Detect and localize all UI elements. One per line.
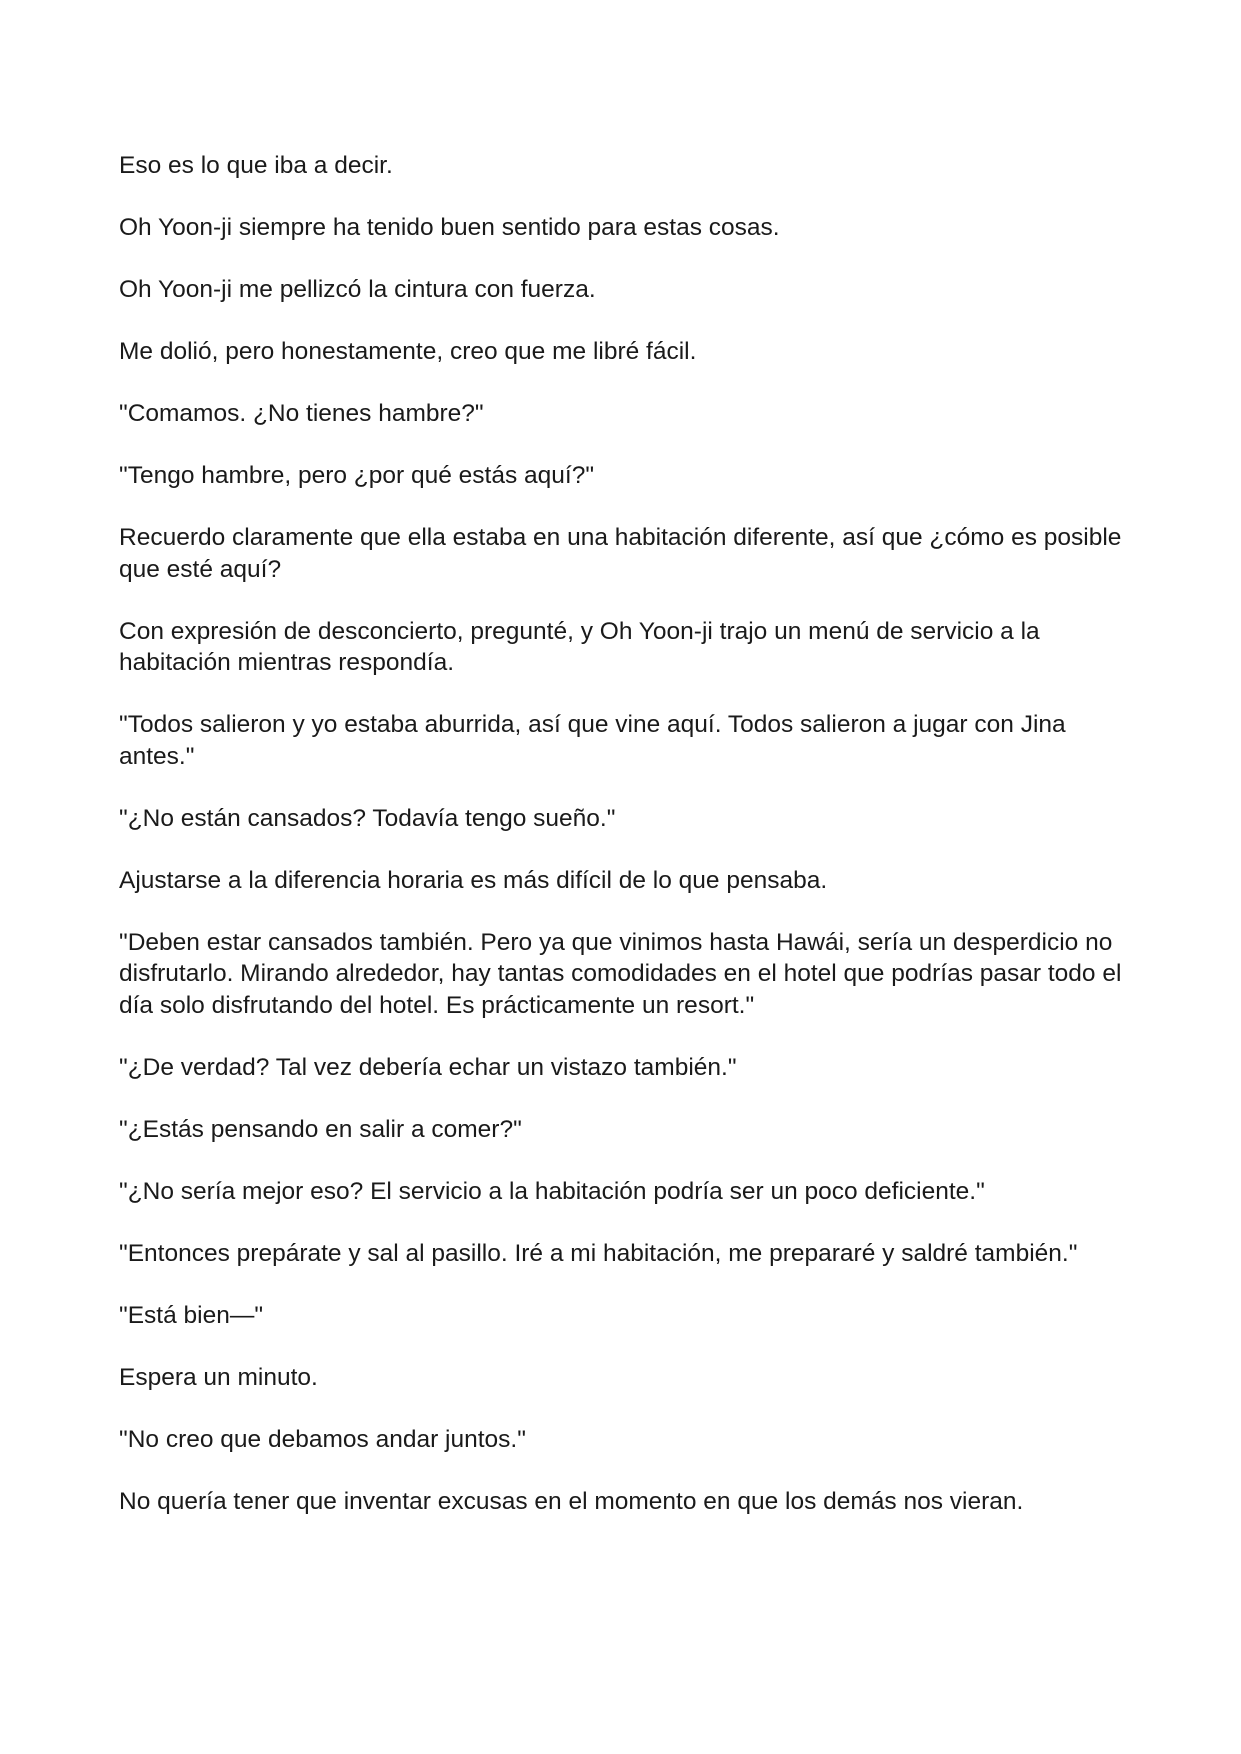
paragraph: "Está bien—" [119, 1301, 264, 1329]
paragraph: Espera un minuto. [119, 1363, 318, 1391]
paragraph: No quería tener que inventar excusas en el momento en que los demás nos vieran. [119, 1487, 1024, 1515]
paragraph: Eso es lo que iba a decir. [119, 152, 393, 179]
document-body [119, 150, 1139, 1548]
paragraph: "Comamos. ¿No tienes hambre?" [119, 400, 484, 427]
paragraph: "¿No sería mejor eso? El servicio a la habitación podría ser un poco deficiente." [119, 1177, 985, 1205]
paragraph: "¿No están cansados? Todavía tengo sueño." [119, 804, 616, 832]
paragraph: Recuerdo claramente que ella estaba en una habitación diferente, así que ¿cómo es posible que esté aquí? [119, 524, 1122, 583]
paragraph: "¿De verdad? Tal vez debería echar un vistazo también." [119, 1053, 737, 1081]
paragraph: "Todos salieron y yo estaba aburrida, así que vine aquí. Todos salieron a jugar con Jina antes." [119, 711, 1066, 770]
paragraph: Oh Yoon-ji siempre ha tenido buen sentido para estas cosas. [119, 214, 780, 241]
paragraph: "Entonces prepárate y sal al pasillo. Iré a mi habitación, me prepararé y saldré también." [119, 1239, 1078, 1267]
paragraph: "Tengo hambre, pero ¿por qué estás aquí?" [119, 462, 595, 489]
paragraph: Me dolió, pero honestamente, creo que me libré fácil. [119, 338, 697, 365]
paragraph: "Deben estar cansados también. Pero ya que vinimos hasta Hawái, sería un desperdicio no disfrutarlo. Mirando alrededor, hay tantas comodidades en el hotel que podrías pasar todo el día solo disfrutando del hotel. Es prácticamente un resort." [119, 928, 1122, 1019]
paragraph: Ajustarse a la diferencia horaria es más difícil de lo que pensaba. [119, 866, 828, 894]
paragraph: "¿Estás pensando en salir a comer?" [119, 1115, 522, 1143]
paragraph: Oh Yoon-ji me pellizcó la cintura con fuerza. [119, 276, 596, 303]
paragraph: Con expresión de desconcierto, pregunté, y Oh Yoon-ji trajo un menú de servicio a la habitación mientras respondía. [119, 617, 1040, 676]
paragraph: "No creo que debamos andar juntos." [119, 1425, 526, 1453]
